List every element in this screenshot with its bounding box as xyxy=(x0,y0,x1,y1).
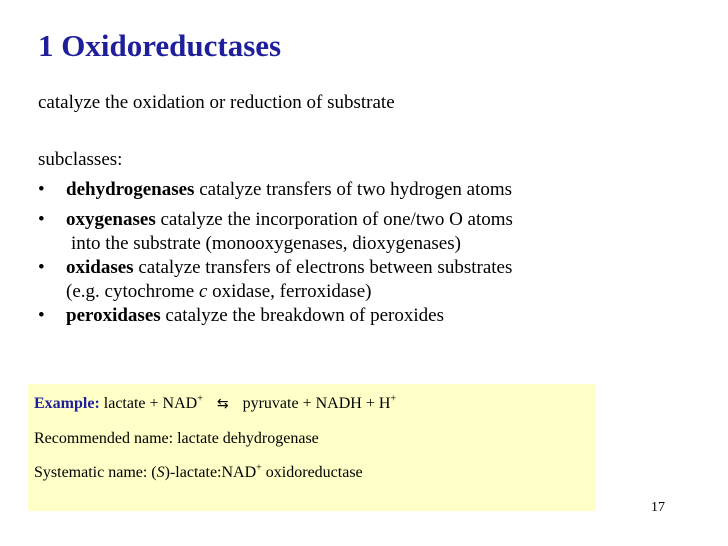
list-item-oxidases xyxy=(38,256,513,304)
list-item-dehydrogenases xyxy=(38,178,513,202)
nad-charge: + xyxy=(197,393,203,405)
reaction-products: pyruvate + NADH + H xyxy=(242,395,391,412)
list-item-peroxidases xyxy=(38,304,513,328)
bullet-icon: • xyxy=(38,257,45,278)
bullet-icon: • xyxy=(38,209,45,230)
term-oxidases: oxidases xyxy=(66,257,134,278)
proton-charge: + xyxy=(390,393,397,405)
systematic-prefix: Systematic name: ( xyxy=(34,464,157,481)
page-number: 17 xyxy=(651,500,665,515)
desc-oxygenases-continued: into the substrate (monooxygenases, dioxygenases) xyxy=(71,233,461,254)
example-box xyxy=(28,384,596,511)
example-label: Example: xyxy=(34,395,100,412)
intro-text: catalyze the oxidation or reduction of substrate xyxy=(38,92,395,113)
desc-peroxidases: catalyze the breakdown of peroxides xyxy=(160,305,444,326)
desc-dehydrogenases: catalyze transfers of two hydrogen atoms xyxy=(194,179,513,200)
reaction-reactants: lactate + NAD xyxy=(99,395,198,412)
term-oxygenases: oxygenases xyxy=(66,209,156,230)
bullet-icon: • xyxy=(38,179,45,200)
subclasses-heading: subclasses: xyxy=(38,149,123,170)
systematic-name xyxy=(34,464,363,482)
bullet-icon: • xyxy=(38,305,45,326)
systematic-suffix: oxidoreductase xyxy=(261,464,363,481)
subclass-list xyxy=(38,178,513,328)
slide-title: 1 Oxidoreductases xyxy=(38,28,282,63)
desc-oxidases-continued xyxy=(66,280,513,304)
systematic-mid: )-lactate:NAD xyxy=(164,464,257,481)
term-peroxidases: peroxidases xyxy=(66,305,161,326)
oxidases-example-prefix: (e.g. cytochrome xyxy=(66,281,199,302)
systematic-charge: + xyxy=(256,462,262,474)
stereo-descriptor: S xyxy=(156,464,165,481)
example-reaction xyxy=(34,395,396,413)
equilibrium-arrow-icon: ⇆ xyxy=(216,396,229,412)
list-item-oxygenases xyxy=(38,208,513,256)
oxidases-example-suffix: oxidase, ferroxidase) xyxy=(207,281,372,302)
desc-oxygenases: catalyze the incorporation of one/two O atoms xyxy=(155,209,513,230)
cytochrome-letter: c xyxy=(198,281,208,302)
term-dehydrogenases: dehydrogenases xyxy=(66,179,195,200)
recommended-name: Recommended name: lactate dehydrogenase xyxy=(34,430,319,447)
desc-oxidases: catalyze transfers of electrons between substrates xyxy=(133,257,513,278)
